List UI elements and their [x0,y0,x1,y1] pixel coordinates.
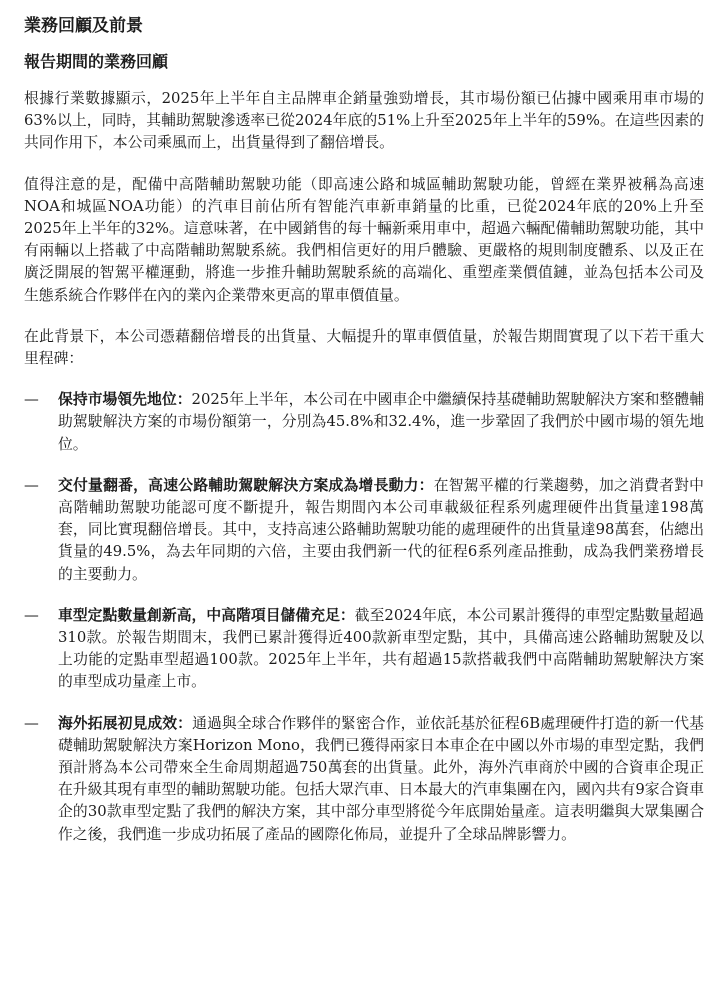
bullet-title: 車型定點數量創新高，中高階項目儲備充足： [58,606,355,624]
section-title: 業務回顧及前景 [24,16,143,36]
bullet-text: 通過與全球合作夥伴的緊密合作，並依託基於征程6B處理硬件打造的新一代基礎輔助駕駛解決方案Horizon Mono，我們已獲得兩家日本車企在中國以外市場的車型定點，我們預計將為本公司帶來全生命周期超過750萬套的出貨量。此外，海外汽車商於中國的合資車企現正在升級其現有車型的輔助駕駛功能。包括大眾汽車、日本最大的汽車集團在內，國內共有9家合資車企的30款車型定點了我們的解決方案，其中部分車型將從今年底開始量產。這表明繼與大眾集團合作之後，我們進一步成功拓展了產品的國際化佈局，並提升了全球品牌影響力。 [58,714,704,843]
bullet-body [58,389,704,456]
paragraph-adas-penetration: 值得注意的是，配備中高階輔助駕駛功能（即高速公路和城區輔助駕駛功能，曾經在業界被稱為高速NOA和城區NOA功能）的汽車目前佔所有智能汽車新車銷量的比重，已從2024年底的20%上升至2025年上半年的32%。這意味著，在中國銷售的每十輛新乘用車中，超過六輛配備輔助駕駛功能，其中有兩輛以上搭載了中高階輔助駕駛系統。我們相信更好的用戶體驗、更嚴格的規則制度體系、以及正在廣泛開展的智駕平權運動，將進一步推升輔助駕駛系統的高端化、重塑產業價值鏈，並為包括本公司及生態系統合作夥伴在內的業內企業帶來更高的單車價值量。 [24,175,704,304]
bullet-item-market-leadership [24,389,704,456]
bullet-text: 截至2024年底，本公司累計獲得的車型定點數量超過310款。於報告期間末，我們已累計獲得近400款新車型定點，其中，具備高速公路輔助駕駛及以上功能的定點車型超過100款。2025年上半年，共有超過15款搭載我們中高階輔助駕駛解決方案的車型成功量產上市。 [58,606,704,691]
bullet-dash: — [24,606,39,624]
bullet-body [58,605,704,694]
bullet-item-overseas-expansion [24,713,704,846]
bullet-text: 2025年上半年，本公司在中國車企中繼續保持基礎輔助駕駛解決方案和整體輔助駕駛解決方案的市場份額第一，分別為45.8%和32.4%，進一步鞏固了我們於中國市場的領先地位。 [58,391,704,453]
bullet-title: 保持市場領先地位： [58,391,192,409]
bullet-item-design-wins [24,605,704,694]
bullet-text: 在智駕平權的行業趨勢，加之消費者對中高階輔助駕駛功能認可度不斷提升，報告期間內本公司車載級征程系列處理硬件出貨量達198萬套，同比實現翻倍增長。其中，支持高速公路輔助駕駛功能的處理硬件的出貨量達98萬套，佔總出貨量的49.5%，為去年同期的六倍，主要由我們新一代的征程6系列產品推動，成為我們業務增長的主要動力。 [58,476,704,583]
bullet-title: 交付量翻番，高速公路輔助駕駛解決方案成為增長動力： [58,476,434,494]
bullet-item-delivery-growth [24,475,704,586]
paragraph-market-data: 根據行業數據顯示，2025年上半年自主品牌車企銷量強勁增長，其市場份額已佔據中國乘用車市場的63%以上，同時，其輔助駕駛滲透率已從2024年底的51%上升至2025年上半年的59%。在這些因素的共同作用下，本公司乘風而上，出貨量得到了翻倍增長。 [24,90,704,152]
bullet-body [58,475,704,586]
paragraph-milestones-intro: 在此背景下，本公司憑藉翻倍增長的出貨量、大幅提升的單車價值量，於報告期間實現了以下若干重大里程碑： [24,327,704,368]
bullet-dash: — [24,476,39,494]
bullet-dash: — [24,391,39,409]
bullet-title: 海外拓展初見成效： [58,714,193,732]
bullet-dash: — [24,714,39,732]
subsection-title: 報告期間的業務回顧 [24,52,169,71]
bullet-body [58,713,704,846]
